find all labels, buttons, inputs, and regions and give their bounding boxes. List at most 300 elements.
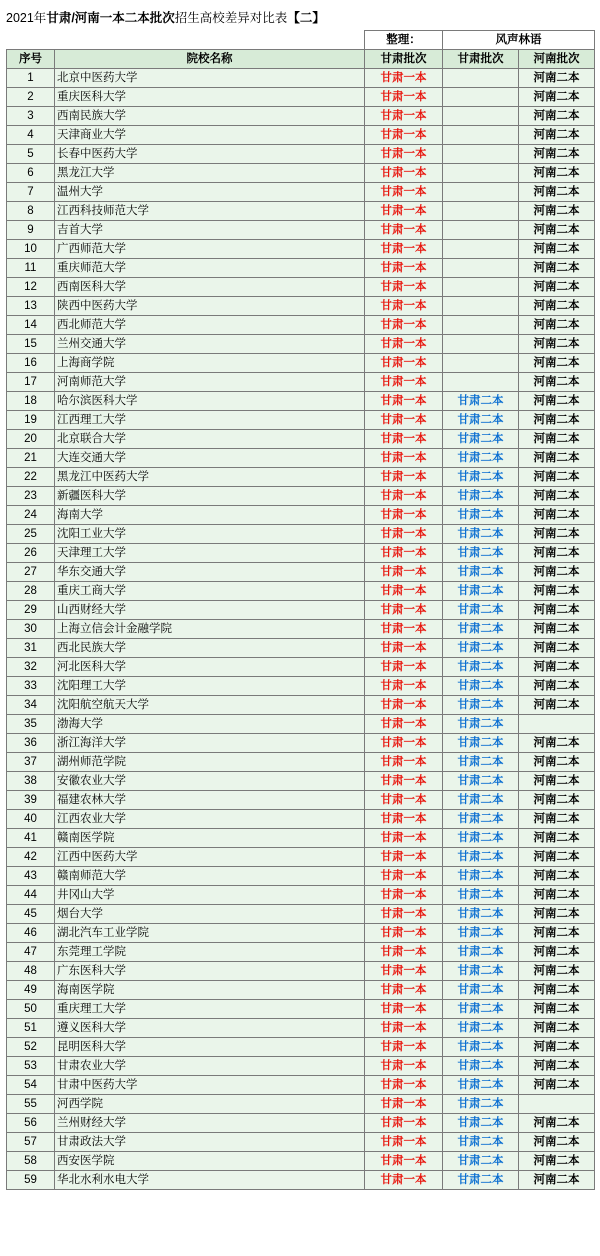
row-gansu-ben1: 甘肃一本	[365, 202, 443, 221]
row-school-name: 井冈山大学	[55, 886, 365, 905]
row-index: 44	[7, 886, 55, 905]
row-henan-batch: 河南二本	[519, 145, 595, 164]
row-index: 12	[7, 278, 55, 297]
table-row	[7, 88, 595, 107]
row-school-name: 温州大学	[55, 183, 365, 202]
row-gansu-ben2	[443, 69, 519, 88]
row-index: 11	[7, 259, 55, 278]
row-school-name: 西北师范大学	[55, 316, 365, 335]
column-header-index: 序号	[7, 50, 55, 69]
column-header-gansu-1: 甘肃批次	[365, 50, 443, 69]
table-row	[7, 772, 595, 791]
row-index: 15	[7, 335, 55, 354]
table-row	[7, 335, 595, 354]
table-row	[7, 753, 595, 772]
table-row	[7, 677, 595, 696]
row-school-name: 华东交通大学	[55, 563, 365, 582]
row-gansu-ben2	[443, 126, 519, 145]
page-title	[0, 6, 600, 30]
row-index: 55	[7, 1095, 55, 1114]
row-gansu-ben1: 甘肃一本	[365, 677, 443, 696]
row-gansu-ben2: 甘肃二本	[443, 1019, 519, 1038]
row-school-name: 西北民族大学	[55, 639, 365, 658]
table-row	[7, 1038, 595, 1057]
row-gansu-ben1: 甘肃一本	[365, 411, 443, 430]
table-row	[7, 278, 595, 297]
row-henan-batch: 河南二本	[519, 1152, 595, 1171]
table-row	[7, 411, 595, 430]
row-index: 6	[7, 164, 55, 183]
row-gansu-ben2	[443, 335, 519, 354]
row-gansu-ben1: 甘肃一本	[365, 962, 443, 981]
row-index: 34	[7, 696, 55, 715]
row-index: 30	[7, 620, 55, 639]
row-gansu-ben2: 甘肃二本	[443, 772, 519, 791]
table-row	[7, 468, 595, 487]
table-row	[7, 734, 595, 753]
row-index: 56	[7, 1114, 55, 1133]
title-mid: 招生高校差异对比表	[174, 11, 288, 25]
row-index: 28	[7, 582, 55, 601]
row-index: 53	[7, 1057, 55, 1076]
credit-blank-2	[55, 31, 365, 50]
row-school-name: 江西理工大学	[55, 411, 365, 430]
row-school-name: 湖北汽车工业学院	[55, 924, 365, 943]
row-index: 51	[7, 1019, 55, 1038]
row-gansu-ben1: 甘肃一本	[365, 601, 443, 620]
row-school-name: 兰州交通大学	[55, 335, 365, 354]
row-henan-batch: 河南二本	[519, 430, 595, 449]
table-row	[7, 620, 595, 639]
row-gansu-ben1: 甘肃一本	[365, 487, 443, 506]
row-gansu-ben2: 甘肃二本	[443, 962, 519, 981]
row-gansu-ben2: 甘肃二本	[443, 734, 519, 753]
row-index: 27	[7, 563, 55, 582]
row-gansu-ben1: 甘肃一本	[365, 829, 443, 848]
row-henan-batch: 河南二本	[519, 1038, 595, 1057]
row-school-name: 上海立信会计金融学院	[55, 620, 365, 639]
table-row	[7, 430, 595, 449]
row-gansu-ben1: 甘肃一本	[365, 1038, 443, 1057]
row-school-name: 安徽农业大学	[55, 772, 365, 791]
row-gansu-ben2	[443, 373, 519, 392]
row-school-name: 海南大学	[55, 506, 365, 525]
row-gansu-ben1: 甘肃一本	[365, 544, 443, 563]
row-gansu-ben1: 甘肃一本	[365, 1076, 443, 1095]
comparison-table	[6, 30, 595, 1190]
row-index: 45	[7, 905, 55, 924]
row-index: 22	[7, 468, 55, 487]
row-school-name: 大连交通大学	[55, 449, 365, 468]
table-row	[7, 962, 595, 981]
row-gansu-ben1: 甘肃一本	[365, 753, 443, 772]
row-index: 32	[7, 658, 55, 677]
row-index: 38	[7, 772, 55, 791]
row-gansu-ben1: 甘肃一本	[365, 373, 443, 392]
row-school-name: 赣南医学院	[55, 829, 365, 848]
row-gansu-ben1: 甘肃一本	[365, 772, 443, 791]
row-henan-batch: 河南二本	[519, 639, 595, 658]
table-row	[7, 1019, 595, 1038]
credit-label: 整理：	[365, 31, 443, 50]
table-row	[7, 696, 595, 715]
row-henan-batch: 河南二本	[519, 1000, 595, 1019]
row-index: 14	[7, 316, 55, 335]
table-row	[7, 544, 595, 563]
table-row	[7, 563, 595, 582]
row-henan-batch: 河南二本	[519, 772, 595, 791]
row-gansu-ben2: 甘肃二本	[443, 1095, 519, 1114]
row-gansu-ben1: 甘肃一本	[365, 620, 443, 639]
row-gansu-ben2: 甘肃二本	[443, 1000, 519, 1019]
row-index: 41	[7, 829, 55, 848]
row-henan-batch	[519, 1095, 595, 1114]
row-henan-batch: 河南二本	[519, 392, 595, 411]
row-henan-batch: 河南二本	[519, 582, 595, 601]
row-henan-batch: 河南二本	[519, 943, 595, 962]
row-index: 46	[7, 924, 55, 943]
row-henan-batch: 河南二本	[519, 810, 595, 829]
row-gansu-ben1: 甘肃一本	[365, 715, 443, 734]
row-gansu-ben2: 甘肃二本	[443, 506, 519, 525]
row-index: 1	[7, 69, 55, 88]
row-gansu-ben1: 甘肃一本	[365, 240, 443, 259]
row-index: 26	[7, 544, 55, 563]
row-henan-batch: 河南二本	[519, 1019, 595, 1038]
table-row	[7, 297, 595, 316]
table-row	[7, 867, 595, 886]
table-row	[7, 829, 595, 848]
table-row	[7, 525, 595, 544]
row-gansu-ben2: 甘肃二本	[443, 1114, 519, 1133]
row-henan-batch: 河南二本	[519, 316, 595, 335]
row-henan-batch: 河南二本	[519, 164, 595, 183]
table-row	[7, 1114, 595, 1133]
row-gansu-ben1: 甘肃一本	[365, 449, 443, 468]
table-row	[7, 924, 595, 943]
row-henan-batch: 河南二本	[519, 183, 595, 202]
row-school-name: 北京联合大学	[55, 430, 365, 449]
row-gansu-ben2: 甘肃二本	[443, 924, 519, 943]
row-school-name: 赣南师范大学	[55, 867, 365, 886]
row-gansu-ben2	[443, 164, 519, 183]
row-gansu-ben1: 甘肃一本	[365, 297, 443, 316]
row-gansu-ben2	[443, 240, 519, 259]
row-school-name: 河北医科大学	[55, 658, 365, 677]
row-gansu-ben1: 甘肃一本	[365, 981, 443, 1000]
row-henan-batch: 河南二本	[519, 601, 595, 620]
row-henan-batch: 河南二本	[519, 202, 595, 221]
row-gansu-ben1: 甘肃一本	[365, 924, 443, 943]
row-index: 49	[7, 981, 55, 1000]
row-gansu-ben2: 甘肃二本	[443, 943, 519, 962]
row-school-name: 陕西中医药大学	[55, 297, 365, 316]
row-school-name: 黑龙江大学	[55, 164, 365, 183]
row-school-name: 天津理工大学	[55, 544, 365, 563]
row-henan-batch: 河南二本	[519, 1133, 595, 1152]
row-henan-batch: 河南二本	[519, 829, 595, 848]
row-henan-batch: 河南二本	[519, 335, 595, 354]
row-gansu-ben1: 甘肃一本	[365, 1057, 443, 1076]
row-gansu-ben1: 甘肃一本	[365, 867, 443, 886]
row-index: 40	[7, 810, 55, 829]
row-index: 31	[7, 639, 55, 658]
row-index: 18	[7, 392, 55, 411]
row-school-name: 东莞理工学院	[55, 943, 365, 962]
row-henan-batch: 河南二本	[519, 620, 595, 639]
row-gansu-ben1: 甘肃一本	[365, 183, 443, 202]
row-school-name: 福建农林大学	[55, 791, 365, 810]
row-gansu-ben2	[443, 221, 519, 240]
row-gansu-ben2	[443, 259, 519, 278]
row-index: 52	[7, 1038, 55, 1057]
row-henan-batch: 河南二本	[519, 753, 595, 772]
credit-row	[7, 31, 595, 50]
row-gansu-ben1: 甘肃一本	[365, 164, 443, 183]
row-school-name: 新疆医科大学	[55, 487, 365, 506]
table-row	[7, 848, 595, 867]
table-row	[7, 126, 595, 145]
row-henan-batch: 河南二本	[519, 696, 595, 715]
row-gansu-ben1: 甘肃一本	[365, 126, 443, 145]
row-school-name: 遵义医科大学	[55, 1019, 365, 1038]
row-henan-batch: 河南二本	[519, 981, 595, 1000]
row-gansu-ben2: 甘肃二本	[443, 1038, 519, 1057]
table-row	[7, 601, 595, 620]
row-school-name: 吉首大学	[55, 221, 365, 240]
row-gansu-ben2: 甘肃二本	[443, 677, 519, 696]
row-henan-batch: 河南二本	[519, 924, 595, 943]
row-henan-batch	[519, 715, 595, 734]
row-henan-batch: 河南二本	[519, 259, 595, 278]
row-henan-batch: 河南二本	[519, 126, 595, 145]
row-gansu-ben2: 甘肃二本	[443, 867, 519, 886]
row-index: 8	[7, 202, 55, 221]
row-gansu-ben1: 甘肃一本	[365, 658, 443, 677]
row-gansu-ben1: 甘肃一本	[365, 810, 443, 829]
row-gansu-ben1: 甘肃一本	[365, 221, 443, 240]
row-gansu-ben2: 甘肃二本	[443, 1133, 519, 1152]
row-gansu-ben2	[443, 278, 519, 297]
table-row	[7, 183, 595, 202]
row-school-name: 昆明医科大学	[55, 1038, 365, 1057]
row-school-name: 沈阳理工大学	[55, 677, 365, 696]
row-gansu-ben1: 甘肃一本	[365, 886, 443, 905]
row-index: 3	[7, 107, 55, 126]
row-henan-batch: 河南二本	[519, 373, 595, 392]
row-gansu-ben2	[443, 107, 519, 126]
row-gansu-ben2: 甘肃二本	[443, 487, 519, 506]
table-row	[7, 639, 595, 658]
row-gansu-ben2: 甘肃二本	[443, 582, 519, 601]
row-gansu-ben2: 甘肃二本	[443, 791, 519, 810]
row-henan-batch: 河南二本	[519, 221, 595, 240]
row-gansu-ben1: 甘肃一本	[365, 696, 443, 715]
table-row	[7, 316, 595, 335]
row-index: 10	[7, 240, 55, 259]
row-gansu-ben2: 甘肃二本	[443, 1152, 519, 1171]
row-gansu-ben1: 甘肃一本	[365, 506, 443, 525]
row-index: 37	[7, 753, 55, 772]
table-row	[7, 164, 595, 183]
row-gansu-ben2: 甘肃二本	[443, 620, 519, 639]
row-henan-batch: 河南二本	[519, 240, 595, 259]
row-henan-batch: 河南二本	[519, 506, 595, 525]
row-henan-batch: 河南二本	[519, 867, 595, 886]
row-gansu-ben2: 甘肃二本	[443, 829, 519, 848]
table-row	[7, 259, 595, 278]
row-gansu-ben2	[443, 354, 519, 373]
table-body	[7, 31, 595, 1190]
table-row	[7, 1133, 595, 1152]
row-index: 35	[7, 715, 55, 734]
row-gansu-ben2: 甘肃二本	[443, 715, 519, 734]
row-gansu-ben1: 甘肃一本	[365, 1000, 443, 1019]
row-school-name: 河南师范大学	[55, 373, 365, 392]
row-index: 54	[7, 1076, 55, 1095]
row-school-name: 甘肃政法大学	[55, 1133, 365, 1152]
row-henan-batch: 河南二本	[519, 658, 595, 677]
row-index: 17	[7, 373, 55, 392]
row-index: 5	[7, 145, 55, 164]
row-gansu-ben2	[443, 316, 519, 335]
table-row	[7, 810, 595, 829]
row-index: 24	[7, 506, 55, 525]
row-gansu-ben2	[443, 183, 519, 202]
row-school-name: 浙江海洋大学	[55, 734, 365, 753]
row-gansu-ben2: 甘肃二本	[443, 449, 519, 468]
row-school-name: 重庆理工大学	[55, 1000, 365, 1019]
table-row	[7, 506, 595, 525]
title-suffix: 【二】	[287, 11, 325, 25]
table-row	[7, 449, 595, 468]
row-index: 13	[7, 297, 55, 316]
row-gansu-ben1: 甘肃一本	[365, 335, 443, 354]
row-school-name: 哈尔滨医科大学	[55, 392, 365, 411]
row-gansu-ben1: 甘肃一本	[365, 278, 443, 297]
row-gansu-ben1: 甘肃一本	[365, 943, 443, 962]
row-gansu-ben1: 甘肃一本	[365, 791, 443, 810]
row-school-name: 沈阳工业大学	[55, 525, 365, 544]
row-gansu-ben1: 甘肃一本	[365, 848, 443, 867]
row-gansu-ben2	[443, 202, 519, 221]
table-row	[7, 582, 595, 601]
row-index: 48	[7, 962, 55, 981]
row-gansu-ben2: 甘肃二本	[443, 658, 519, 677]
row-gansu-ben2: 甘肃二本	[443, 848, 519, 867]
row-school-name: 黑龙江中医药大学	[55, 468, 365, 487]
row-index: 47	[7, 943, 55, 962]
row-gansu-ben2	[443, 88, 519, 107]
row-school-name: 天津商业大学	[55, 126, 365, 145]
row-index: 20	[7, 430, 55, 449]
row-index: 57	[7, 1133, 55, 1152]
table-row	[7, 354, 595, 373]
credit-author: 风声林语	[443, 31, 595, 50]
row-henan-batch: 河南二本	[519, 525, 595, 544]
row-school-name: 华北水利水电大学	[55, 1171, 365, 1190]
row-index: 7	[7, 183, 55, 202]
row-school-name: 北京中医药大学	[55, 69, 365, 88]
row-henan-batch: 河南二本	[519, 734, 595, 753]
row-gansu-ben1: 甘肃一本	[365, 1019, 443, 1038]
row-school-name: 广西师范大学	[55, 240, 365, 259]
row-school-name: 江西农业大学	[55, 810, 365, 829]
row-henan-batch: 河南二本	[519, 905, 595, 924]
row-index: 16	[7, 354, 55, 373]
row-henan-batch: 河南二本	[519, 962, 595, 981]
row-gansu-ben2	[443, 145, 519, 164]
row-index: 59	[7, 1171, 55, 1190]
row-gansu-ben2: 甘肃二本	[443, 1076, 519, 1095]
row-henan-batch: 河南二本	[519, 88, 595, 107]
row-gansu-ben2: 甘肃二本	[443, 544, 519, 563]
row-school-name: 重庆医科大学	[55, 88, 365, 107]
row-gansu-ben2	[443, 297, 519, 316]
table-row	[7, 658, 595, 677]
row-index: 21	[7, 449, 55, 468]
row-gansu-ben1: 甘肃一本	[365, 1133, 443, 1152]
row-gansu-ben1: 甘肃一本	[365, 563, 443, 582]
title-prefix: 2021年	[6, 11, 47, 25]
row-school-name: 兰州财经大学	[55, 1114, 365, 1133]
row-school-name: 西南医科大学	[55, 278, 365, 297]
table-row	[7, 905, 595, 924]
row-school-name: 西安医学院	[55, 1152, 365, 1171]
row-school-name: 江西中医药大学	[55, 848, 365, 867]
table-row	[7, 1000, 595, 1019]
row-school-name: 西南民族大学	[55, 107, 365, 126]
row-gansu-ben1: 甘肃一本	[365, 430, 443, 449]
row-school-name: 江西科技师范大学	[55, 202, 365, 221]
row-gansu-ben1: 甘肃一本	[365, 354, 443, 373]
row-gansu-ben1: 甘肃一本	[365, 1152, 443, 1171]
table-row	[7, 1076, 595, 1095]
row-gansu-ben1: 甘肃一本	[365, 639, 443, 658]
row-school-name: 烟台大学	[55, 905, 365, 924]
row-henan-batch: 河南二本	[519, 1114, 595, 1133]
table-row	[7, 1152, 595, 1171]
row-gansu-ben2: 甘肃二本	[443, 810, 519, 829]
row-henan-batch: 河南二本	[519, 1057, 595, 1076]
row-henan-batch: 河南二本	[519, 677, 595, 696]
row-school-name: 沈阳航空航天大学	[55, 696, 365, 715]
title-bold: 甘肃/河南一本二本批次	[46, 11, 175, 25]
row-gansu-ben1: 甘肃一本	[365, 905, 443, 924]
row-school-name: 山西财经大学	[55, 601, 365, 620]
column-header-name: 院校名称	[55, 50, 365, 69]
row-gansu-ben2: 甘肃二本	[443, 753, 519, 772]
row-school-name: 重庆工商大学	[55, 582, 365, 601]
row-index: 39	[7, 791, 55, 810]
table-row	[7, 392, 595, 411]
table-row	[7, 373, 595, 392]
row-gansu-ben1: 甘肃一本	[365, 259, 443, 278]
table-row	[7, 107, 595, 126]
credit-blank-1	[7, 31, 55, 50]
table-row	[7, 886, 595, 905]
row-gansu-ben1: 甘肃一本	[365, 582, 443, 601]
row-index: 23	[7, 487, 55, 506]
row-gansu-ben2: 甘肃二本	[443, 392, 519, 411]
row-henan-batch: 河南二本	[519, 69, 595, 88]
row-gansu-ben1: 甘肃一本	[365, 316, 443, 335]
row-gansu-ben1: 甘肃一本	[365, 1095, 443, 1114]
table-header-row	[7, 50, 595, 69]
row-gansu-ben1: 甘肃一本	[365, 468, 443, 487]
row-index: 43	[7, 867, 55, 886]
row-index: 19	[7, 411, 55, 430]
